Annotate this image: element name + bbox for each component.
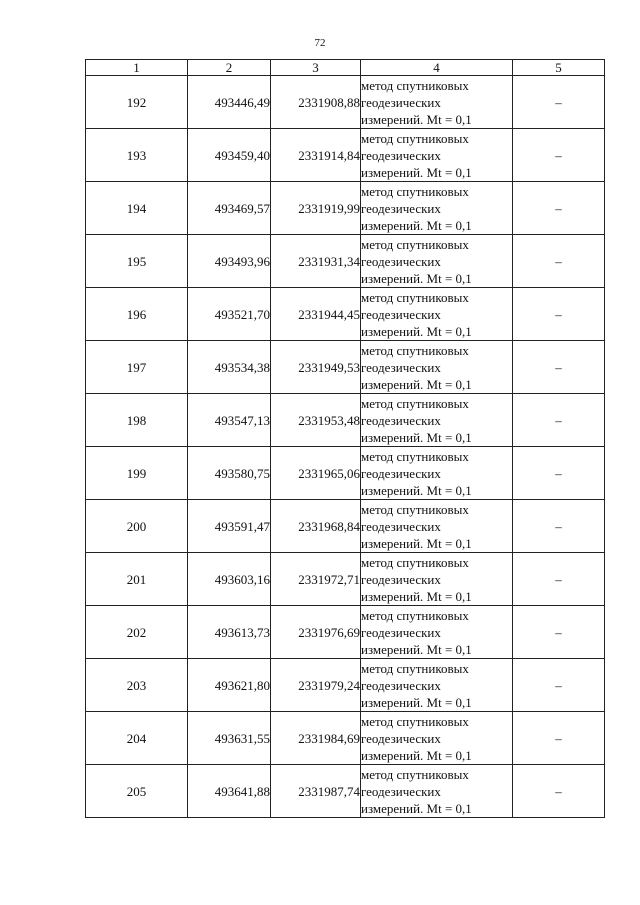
method-line: метод спутниковых [361, 236, 469, 252]
method-line: измерений. Mt = 0,1 [361, 217, 472, 233]
method-line: измерений. Mt = 0,1 [361, 800, 472, 816]
x-coordinate-cell: 493534,38 [188, 341, 271, 394]
table-row [86, 341, 605, 394]
point-number-cell: 197 [86, 341, 188, 394]
method-line: измерений. Mt = 0,1 [361, 641, 472, 657]
point-number-cell: 205 [86, 765, 188, 818]
method-line: измерений. Mt = 0,1 [361, 747, 472, 763]
point-number-cell: 194 [86, 182, 188, 235]
method-line: метод спутниковых [361, 289, 469, 305]
y-coordinate-cell: 2331984,69 [271, 712, 361, 765]
table-row [86, 182, 605, 235]
y-coordinate-cell: 2331979,24 [271, 659, 361, 712]
note-cell: – [513, 341, 605, 394]
method-line: геодезических [361, 677, 441, 693]
y-coordinate-cell: 2331968,84 [271, 500, 361, 553]
y-coordinate-cell: 2331972,71 [271, 553, 361, 606]
method-cell [361, 606, 513, 659]
method-line: метод спутниковых [361, 554, 469, 570]
note-cell: – [513, 182, 605, 235]
page-number: 72 [314, 37, 326, 49]
method-cell [361, 712, 513, 765]
method-line: геодезических [361, 518, 441, 534]
method-line: измерений. Mt = 0,1 [361, 482, 472, 498]
method-line: метод спутниковых [361, 77, 469, 93]
method-cell [361, 500, 513, 553]
point-number-cell: 195 [86, 235, 188, 288]
method-line: метод спутниковых [361, 448, 469, 464]
table-row [86, 76, 605, 129]
method-line: геодезических [361, 412, 441, 428]
x-coordinate-cell: 493603,16 [188, 553, 271, 606]
method-cell [361, 288, 513, 341]
table-row [86, 765, 605, 818]
method-line: геодезических [361, 147, 441, 163]
method-line: метод спутниковых [361, 342, 469, 358]
table-row [86, 129, 605, 182]
method-line: геодезических [361, 253, 441, 269]
column-header: 5 [513, 60, 605, 76]
method-line: метод спутниковых [361, 395, 469, 411]
method-cell [361, 182, 513, 235]
column-header: 2 [188, 60, 271, 76]
method-line: измерений. Mt = 0,1 [361, 164, 472, 180]
method-line: измерений. Mt = 0,1 [361, 429, 472, 445]
x-coordinate-cell: 493469,57 [188, 182, 271, 235]
method-line: метод спутниковых [361, 183, 469, 199]
point-number-cell: 193 [86, 129, 188, 182]
method-line: измерений. Mt = 0,1 [361, 694, 472, 710]
x-coordinate-cell: 493547,13 [188, 394, 271, 447]
method-line: измерений. Mt = 0,1 [361, 111, 472, 127]
table-row [86, 659, 605, 712]
point-number-cell: 200 [86, 500, 188, 553]
method-line: метод спутниковых [361, 713, 469, 729]
method-line: геодезических [361, 730, 441, 746]
method-line: метод спутниковых [361, 130, 469, 146]
method-line: геодезических [361, 94, 441, 110]
x-coordinate-cell: 493521,70 [188, 288, 271, 341]
x-coordinate-cell: 493621,80 [188, 659, 271, 712]
method-line: измерений. Mt = 0,1 [361, 376, 472, 392]
y-coordinate-cell: 2331953,48 [271, 394, 361, 447]
point-number-cell: 201 [86, 553, 188, 606]
note-cell: – [513, 659, 605, 712]
y-coordinate-cell: 2331914,84 [271, 129, 361, 182]
note-cell: – [513, 553, 605, 606]
method-cell [361, 553, 513, 606]
table-row [86, 394, 605, 447]
y-coordinate-cell: 2331949,53 [271, 341, 361, 394]
x-coordinate-cell: 493613,73 [188, 606, 271, 659]
y-coordinate-cell: 2331965,06 [271, 447, 361, 500]
method-line: геодезических [361, 306, 441, 322]
table-row [86, 235, 605, 288]
method-cell [361, 76, 513, 129]
x-coordinate-cell: 493493,96 [188, 235, 271, 288]
note-cell: – [513, 447, 605, 500]
method-line: геодезических [361, 571, 441, 587]
method-cell [361, 659, 513, 712]
method-cell [361, 394, 513, 447]
point-number-cell: 196 [86, 288, 188, 341]
table-body [86, 76, 605, 818]
method-cell [361, 447, 513, 500]
x-coordinate-cell: 493446,49 [188, 76, 271, 129]
table-header-row [86, 60, 605, 76]
note-cell: – [513, 129, 605, 182]
note-cell: – [513, 500, 605, 553]
note-cell: – [513, 712, 605, 765]
table-row [86, 553, 605, 606]
method-cell [361, 341, 513, 394]
y-coordinate-cell: 2331944,45 [271, 288, 361, 341]
note-cell: – [513, 76, 605, 129]
method-line: геодезических [361, 783, 441, 799]
method-line: геодезических [361, 465, 441, 481]
x-coordinate-cell: 493580,75 [188, 447, 271, 500]
method-line: метод спутниковых [361, 766, 469, 782]
point-number-cell: 198 [86, 394, 188, 447]
x-coordinate-cell: 493631,55 [188, 712, 271, 765]
x-coordinate-cell: 493591,47 [188, 500, 271, 553]
y-coordinate-cell: 2331976,69 [271, 606, 361, 659]
method-line: геодезических [361, 359, 441, 375]
method-line: метод спутниковых [361, 607, 469, 623]
table-row [86, 606, 605, 659]
method-line: измерений. Mt = 0,1 [361, 535, 472, 551]
y-coordinate-cell: 2331931,34 [271, 235, 361, 288]
column-header: 3 [271, 60, 361, 76]
method-line: метод спутниковых [361, 501, 469, 517]
method-cell [361, 765, 513, 818]
x-coordinate-cell: 493641,88 [188, 765, 271, 818]
y-coordinate-cell: 2331908,88 [271, 76, 361, 129]
method-line: измерений. Mt = 0,1 [361, 588, 472, 604]
point-number-cell: 203 [86, 659, 188, 712]
note-cell: – [513, 235, 605, 288]
x-coordinate-cell: 493459,40 [188, 129, 271, 182]
point-number-cell: 202 [86, 606, 188, 659]
method-line: геодезических [361, 200, 441, 216]
y-coordinate-cell: 2331987,74 [271, 765, 361, 818]
point-number-cell: 204 [86, 712, 188, 765]
note-cell: – [513, 606, 605, 659]
table-row [86, 447, 605, 500]
note-cell: – [513, 394, 605, 447]
method-cell [361, 129, 513, 182]
table-row [86, 288, 605, 341]
table-row [86, 500, 605, 553]
note-cell: – [513, 288, 605, 341]
method-cell [361, 235, 513, 288]
method-line: измерений. Mt = 0,1 [361, 323, 472, 339]
table-row [86, 712, 605, 765]
method-line: геодезических [361, 624, 441, 640]
method-line: метод спутниковых [361, 660, 469, 676]
coordinates-table [85, 59, 605, 818]
point-number-cell: 199 [86, 447, 188, 500]
column-header: 1 [86, 60, 188, 76]
y-coordinate-cell: 2331919,99 [271, 182, 361, 235]
point-number-cell: 192 [86, 76, 188, 129]
note-cell: – [513, 765, 605, 818]
column-header: 4 [361, 60, 513, 76]
method-line: измерений. Mt = 0,1 [361, 270, 472, 286]
